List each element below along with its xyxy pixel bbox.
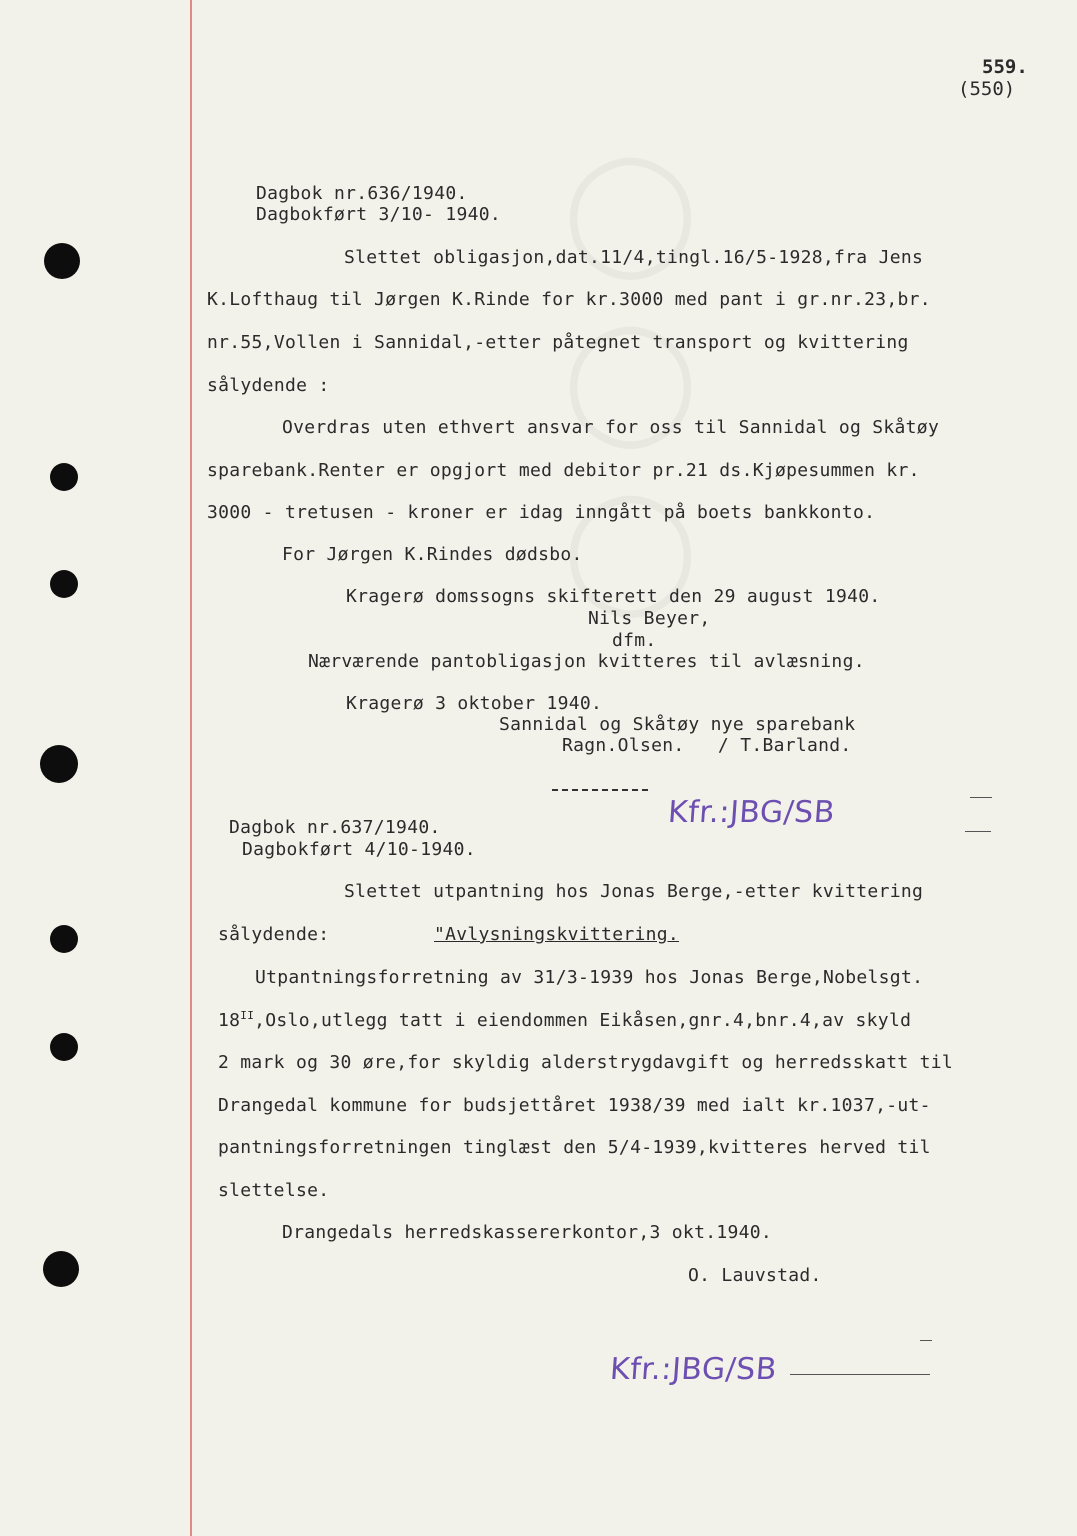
text-fragment: 18 xyxy=(218,1010,241,1031)
text-line: Kragerø 3 oktober 1940. xyxy=(346,693,603,714)
signature-title: dfm. xyxy=(612,630,657,651)
text-fragment: ,Oslo,utlegg tatt i eiendommen Eikåsen,gnr.4,bnr.4,av skyld xyxy=(254,1010,912,1031)
margin-rule xyxy=(920,1340,932,1341)
receipt-heading: "Avlysningskvittering. xyxy=(434,924,680,945)
text-line: sålydende: xyxy=(218,924,330,945)
punch-hole xyxy=(50,1033,78,1061)
text-line: K.Lofthaug til Jørgen K.Rinde for kr.3000 med pant i gr.nr.23,br. xyxy=(207,289,931,310)
text-line: pantningsforretningen tinglæst den 5/4-1939,kvitteres herved til xyxy=(218,1137,931,1158)
text-line: sålydende : xyxy=(207,375,330,396)
signature-name: Nils Beyer, xyxy=(588,608,711,629)
text-line: Utpantningsforretning av 31/3-1939 hos Jonas Berge,Nobelsgt. xyxy=(255,967,924,988)
text-line: Sannidal og Skåtøy nye sparebank xyxy=(499,714,856,735)
punch-hole xyxy=(43,1251,79,1287)
reference-stamp: Kfr.:JBG/SB xyxy=(666,795,837,830)
text-line xyxy=(218,1010,911,1032)
text-line: nr.55,Vollen i Sannidal,-etter påtegnet transport og kvittering xyxy=(207,332,909,353)
text-line: Slettet utpantning hos Jonas Berge,-etter kvittering xyxy=(344,881,924,902)
punch-hole xyxy=(50,925,78,953)
text-line: Nærværende pantobligasjon kvitteres til avlæsning. xyxy=(308,651,865,672)
text-line: Ragn.Olsen. / T.Barland. xyxy=(562,735,852,756)
margin-rule xyxy=(970,797,992,798)
punch-hole xyxy=(40,745,78,783)
journal-number: Dagbok nr.636/1940. xyxy=(256,183,468,204)
margin-rule xyxy=(965,831,991,832)
margin-line xyxy=(190,0,192,1536)
text-line: sparebank.Renter er opgjort med debitor pr.21 ds.Kjøpesummen kr. xyxy=(207,460,920,481)
text-line: For Jørgen K.Rindes dødsbo. xyxy=(282,544,583,565)
journal-date: Dagbokført 3/10- 1940. xyxy=(256,204,502,225)
punch-hole xyxy=(50,463,78,491)
separator-dashes xyxy=(552,789,648,791)
page-number: 559. xyxy=(982,56,1028,78)
stamp-underline xyxy=(790,1374,930,1375)
signature-name: O. Lauvstad. xyxy=(688,1265,822,1286)
text-line: Overdras uten ethvert ansvar for oss til Sannidal og Skåtøy xyxy=(282,417,940,438)
superscript: II xyxy=(240,1009,255,1022)
text-line: 2 mark og 30 øre,for skyldig alderstrygdavgift og herredsskatt til xyxy=(218,1052,954,1073)
page-number-secondary: (550) xyxy=(958,78,1016,100)
journal-number: Dagbok nr.637/1940. xyxy=(229,817,441,838)
text-line: Kragerø domssogns skifterett den 29 august 1940. xyxy=(346,586,881,607)
punch-hole xyxy=(44,243,80,279)
text-line: 3000 - tretusen - kroner er idag inngått på boets bankkonto. xyxy=(207,502,876,523)
text-line: Drangedal kommune for budsjettåret 1938/39 med ialt kr.1037,-ut- xyxy=(218,1095,931,1116)
journal-date: Dagbokført 4/10-1940. xyxy=(242,839,476,860)
text-line: Drangedals herredskassererkontor,3 okt.1940. xyxy=(282,1222,773,1243)
punch-hole xyxy=(50,570,78,598)
text-line: slettelse. xyxy=(218,1180,330,1201)
reference-stamp: Kfr.:JBG/SB xyxy=(608,1352,779,1387)
text-line: Slettet obligasjon,dat.11/4,tingl.16/5-1928,fra Jens xyxy=(344,247,924,268)
